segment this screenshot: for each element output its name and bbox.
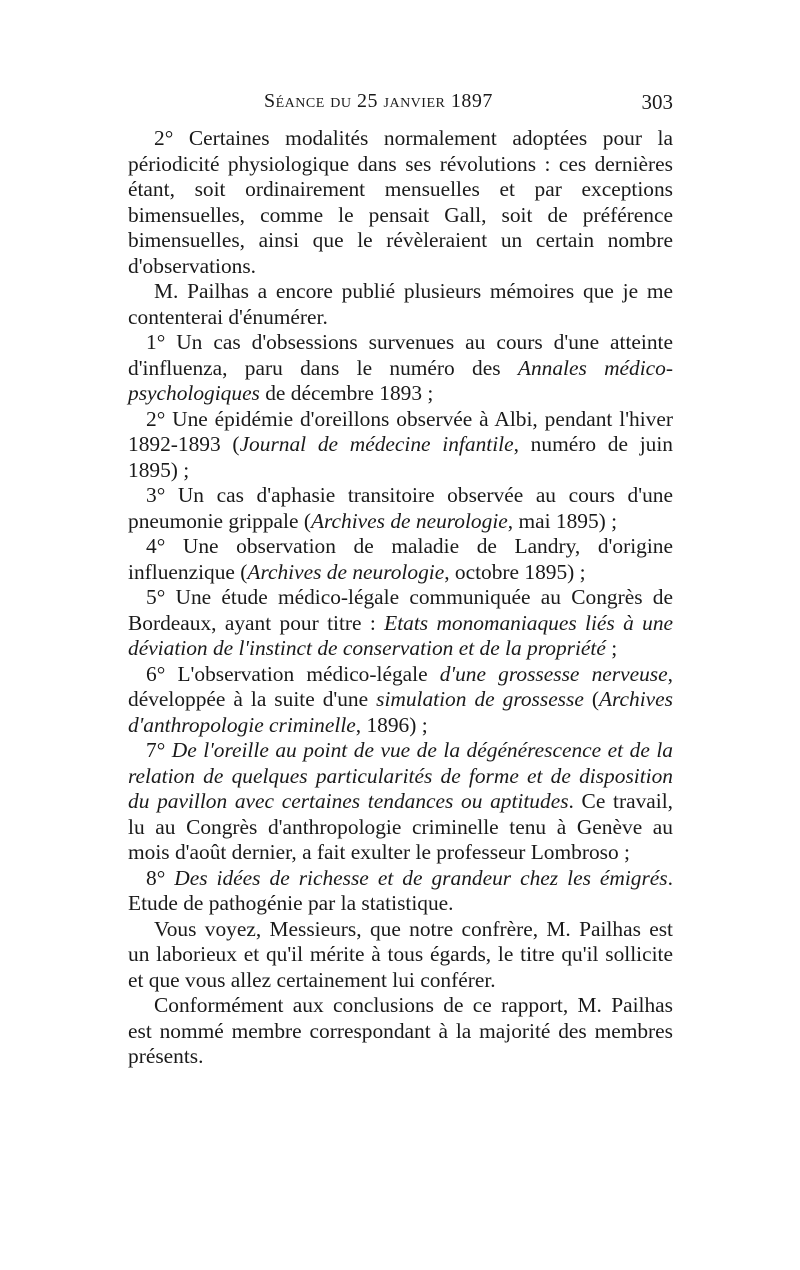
list-item-1: 1° Un cas d'obsessions survenues au cours d'une atteinte d'influenza, paru dans le numéro des Annales médico-psychologiques de décembre 1893 ; [128,330,673,405]
list-item-2: 2° Une épidémie d'oreillons observée à Albi, pendant l'hiver 1892-1893 (Journal de médecine infantile, numéro de juin 1895) ; [128,406,673,482]
list-item-7: 7° De l'oreille au point de vue de la dégénérescence et de la relation de quelques particularités de forme et de disposition du pavillon avec certaines tendances ou aptitudes. Ce travail, lu au Congrès d'anthropologie criminelle tenu à Genève au mois d'août dernier, a fait exulter le professeur Lombroso ; [128,738,673,864]
paragraph-periodicity: 2° Certaines modalités normalement adoptées pour la périodicité physiologique dans ses révolutions : ces dernières étant, soit ordinairement mensuelles et par exceptions bimensuelles, comme le pensait Gall, soit de préférence bimensuelles, ainsi que le révèleraient un certain nombre d'observations. [128,126,673,278]
running-title-day: 25 [357,90,379,112]
list-item-3: 3° Un cas d'aphasie transitoire observée au cours d'une pneumonie grippale (Archives de neurologie, mai 1895) ; [128,483,673,533]
running-title-year: 1897 [450,90,493,112]
page-header [128,88,673,120]
paragraph-decision: Conformément aux conclusions de ce rapport, M. Pailhas est nommé membre correspondant à la majorité des membres présents. [128,993,673,1068]
page-number: 303 [641,90,673,114]
paragraph-memoirs-intro: M. Pailhas a encore publié plusieurs mémoires que je me contenterai d'énumérer. [128,279,673,329]
list-item-8: 8° Des idées de richesse et de grandeur chez les émigrés. Etude de pathogénie par la statistique. [128,865,673,915]
list-item-6: 6° L'observation médico-légale d'une grossesse nerveuse, développée à la suite d'une simulation de grossesse (Archives d'anthropologie criminelle, 1896) ; [128,661,673,737]
running-title-part1: Séance du [264,90,352,112]
book-page [128,88,673,1070]
running-title [264,90,493,113]
body-text [128,126,673,1070]
list-item-5: 5° Une étude médico-légale communiquée au Congrès de Bordeaux, ayant pour titre : Etats monomaniaques liés à une déviation de l'instinct de conservation et de la propriété ; [128,585,674,660]
paragraph-recommendation: Vous voyez, Messieurs, que notre confrère, M. Pailhas est un laborieux et qu'il mérite à tous égards, le titre qu'il sollicite et que vous allez certainement lui conférer. [128,916,673,992]
list-item-4: 4° Une observation de maladie de Landry, d'origine influenzique (Archives de neurologie, octobre 1895) ; [128,534,673,584]
running-title-month: janvier [383,90,446,112]
